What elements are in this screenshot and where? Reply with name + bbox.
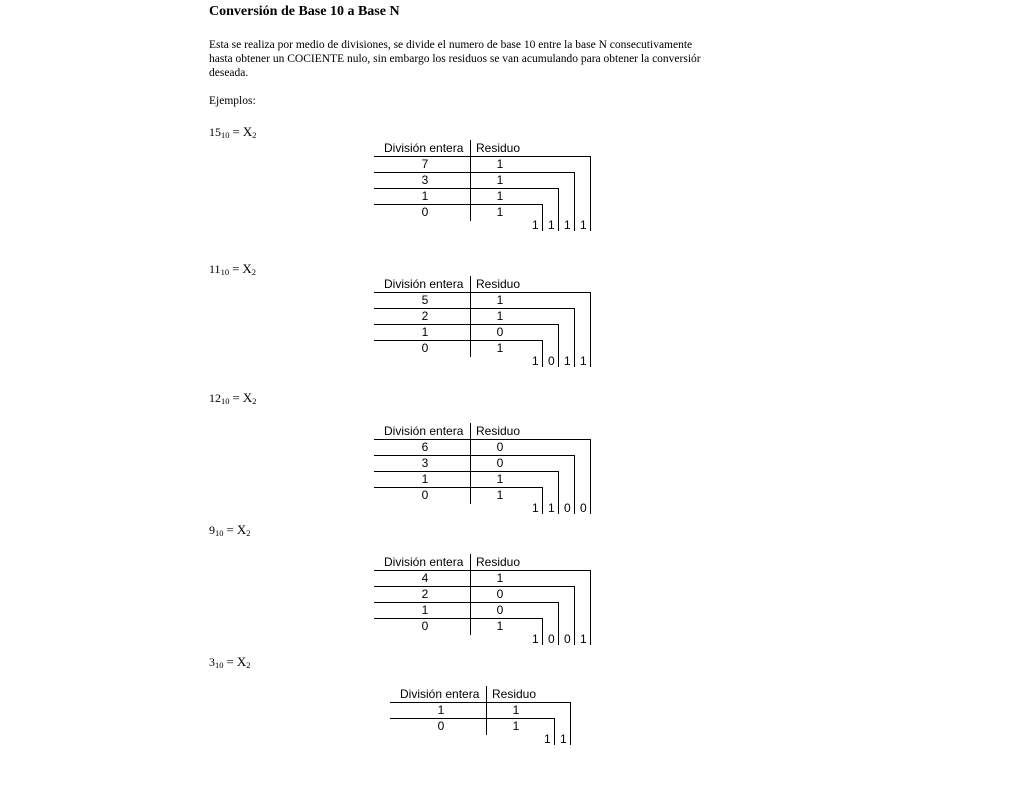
- result-digit: 1: [560, 732, 567, 746]
- example-equation: [209, 390, 256, 406]
- equation-to-base: 2: [252, 396, 257, 406]
- result-digit: 1: [532, 632, 539, 646]
- result-digit: 1: [532, 354, 539, 368]
- result-digit: 0: [548, 354, 555, 368]
- row-rule: [374, 188, 559, 189]
- result-digit: 1: [532, 501, 539, 515]
- examples-label: Ejemplos:: [209, 95, 256, 107]
- bracket-line: [558, 324, 559, 367]
- quotient-cell: 0: [421, 619, 429, 633]
- residue-cell: 0: [496, 440, 504, 454]
- bracket-line: [542, 204, 543, 231]
- bracket-line: [574, 586, 575, 645]
- column-separator: [470, 276, 471, 357]
- bracket-line: [554, 718, 555, 745]
- division-table: [374, 276, 614, 386]
- row-rule: [374, 602, 559, 603]
- equation-equals: =: [232, 124, 240, 139]
- quotient-cell: 2: [421, 309, 429, 323]
- equation-equals: =: [226, 522, 234, 537]
- bracket-line: [542, 618, 543, 645]
- equation-from-base: 10: [221, 130, 230, 140]
- quotient-cell: 7: [421, 157, 429, 171]
- bracket-line: [574, 172, 575, 231]
- page-title: Conversión de Base 10 a Base N: [209, 4, 400, 19]
- bracket-line: [574, 455, 575, 514]
- division-table: [374, 423, 614, 533]
- quotient-cell: 0: [421, 341, 429, 355]
- header-residue: Residuo: [476, 277, 521, 291]
- row-rule: [374, 618, 543, 619]
- bracket-line: [590, 156, 591, 231]
- residue-cell: 0: [496, 587, 504, 601]
- row-rule: [374, 308, 575, 309]
- result-digit: 1: [548, 218, 555, 232]
- quotient-cell: 1: [421, 603, 429, 617]
- equation-number: 9: [209, 523, 215, 537]
- equation-equals: =: [232, 390, 240, 405]
- residue-cell: 1: [496, 293, 504, 307]
- row-rule: [374, 340, 543, 341]
- header-division: División entera: [384, 141, 464, 155]
- row-rule: [374, 204, 543, 205]
- row-rule: [374, 471, 559, 472]
- example-equation: [209, 654, 250, 670]
- equation-to-base: 2: [246, 528, 251, 538]
- row-rule: [374, 487, 543, 488]
- intro-line: deseada.: [209, 67, 249, 79]
- quotient-cell: 1: [421, 189, 429, 203]
- bracket-line: [558, 188, 559, 231]
- result-digit: 0: [564, 501, 571, 515]
- column-separator: [470, 554, 471, 635]
- bracket-line: [590, 439, 591, 514]
- header-residue: Residuo: [492, 687, 537, 701]
- header-rule: [374, 570, 591, 571]
- bracket-line: [590, 570, 591, 645]
- header-residue: Residuo: [476, 424, 521, 438]
- equation-from-base: 10: [220, 267, 230, 277]
- quotient-cell: 5: [421, 293, 429, 307]
- row-rule: [390, 718, 555, 719]
- header-division: División entera: [400, 687, 480, 701]
- intro-line: hasta obtener un COCIENTE nulo, sin embargo los residuos se van acumulando para obtener la conversiór: [209, 53, 701, 65]
- header-rule: [374, 439, 591, 440]
- equation-target: X: [242, 261, 252, 276]
- quotient-cell: 1: [437, 703, 445, 717]
- residue-cell: 1: [496, 571, 504, 585]
- division-table: [374, 140, 614, 250]
- residue-cell: 1: [496, 189, 504, 203]
- result-digit: 1: [564, 354, 571, 368]
- quotient-cell: 2: [421, 587, 429, 601]
- residue-cell: 0: [496, 603, 504, 617]
- equation-number: 11: [209, 262, 221, 276]
- result-digit: 1: [548, 501, 555, 515]
- residue-cell: 1: [496, 488, 504, 502]
- equation-to-base: 2: [246, 660, 251, 670]
- residue-cell: 1: [496, 173, 504, 187]
- bracket-line: [558, 602, 559, 645]
- example-equation: [209, 261, 256, 277]
- result-digit: 1: [564, 218, 571, 232]
- result-digit: 1: [580, 632, 587, 646]
- row-rule: [374, 455, 575, 456]
- result-digit: 1: [580, 218, 587, 232]
- quotient-cell: 6: [421, 440, 429, 454]
- result-digit: 1: [544, 732, 551, 746]
- row-rule: [374, 324, 559, 325]
- bracket-line: [574, 308, 575, 367]
- equation-number: 15: [209, 125, 221, 139]
- quotient-cell: 0: [421, 205, 429, 219]
- equation-target: X: [236, 522, 247, 537]
- equation-equals: =: [226, 654, 234, 669]
- equation-from-base: 10: [221, 396, 230, 406]
- equation-to-base: 2: [251, 267, 257, 277]
- division-table: [390, 686, 630, 796]
- header-division: División entera: [384, 277, 464, 291]
- equation-from-base: 10: [215, 528, 224, 538]
- column-separator: [470, 423, 471, 504]
- equation-number: 12: [209, 391, 221, 405]
- residue-cell: 1: [496, 309, 504, 323]
- division-table: [374, 554, 614, 664]
- header-division: División entera: [384, 555, 464, 569]
- residue-cell: 0: [496, 456, 504, 470]
- bracket-line: [570, 702, 571, 745]
- residue-cell: 1: [496, 341, 504, 355]
- header-rule: [374, 292, 591, 293]
- bracket-line: [542, 340, 543, 367]
- column-separator: [470, 140, 471, 221]
- row-rule: [374, 172, 575, 173]
- row-rule: [374, 586, 575, 587]
- quotient-cell: 3: [421, 173, 429, 187]
- residue-cell: 1: [496, 472, 504, 486]
- equation-target: X: [242, 390, 253, 405]
- column-separator: [486, 686, 487, 735]
- result-digit: 1: [532, 218, 539, 232]
- equation-target: X: [242, 124, 253, 139]
- header-rule: [374, 156, 591, 157]
- result-digit: 0: [580, 501, 587, 515]
- header-rule: [390, 702, 571, 703]
- quotient-cell: 0: [421, 488, 429, 502]
- result-digit: 0: [548, 632, 555, 646]
- residue-cell: 1: [512, 703, 520, 717]
- residue-cell: 1: [496, 157, 504, 171]
- intro-paragraph: [209, 38, 769, 80]
- equation-to-base: 2: [252, 130, 257, 140]
- quotient-cell: 0: [437, 719, 445, 733]
- bracket-line: [542, 487, 543, 514]
- bracket-line: [590, 292, 591, 367]
- equation-target: X: [236, 654, 247, 669]
- header-division: División entera: [384, 424, 464, 438]
- quotient-cell: 1: [421, 472, 429, 486]
- equation-from-base: 10: [215, 660, 224, 670]
- residue-cell: 1: [512, 719, 520, 733]
- example-equation: [209, 522, 250, 538]
- residue-cell: 1: [496, 205, 504, 219]
- result-digit: 1: [580, 354, 587, 368]
- residue-cell: 1: [496, 619, 504, 633]
- header-residue: Residuo: [476, 141, 521, 155]
- bracket-line: [558, 471, 559, 514]
- equation-equals: =: [232, 261, 240, 276]
- residue-cell: 0: [496, 325, 504, 339]
- result-digit: 0: [564, 632, 571, 646]
- equation-number: 3: [209, 655, 215, 669]
- quotient-cell: 1: [421, 325, 429, 339]
- quotient-cell: 3: [421, 456, 429, 470]
- intro-line: Esta se realiza por medio de divisiones, se divide el numero de base 10 entre la base N consecutivamente: [209, 39, 693, 51]
- header-residue: Residuo: [476, 555, 521, 569]
- quotient-cell: 4: [421, 571, 429, 585]
- example-equation: [209, 124, 256, 140]
